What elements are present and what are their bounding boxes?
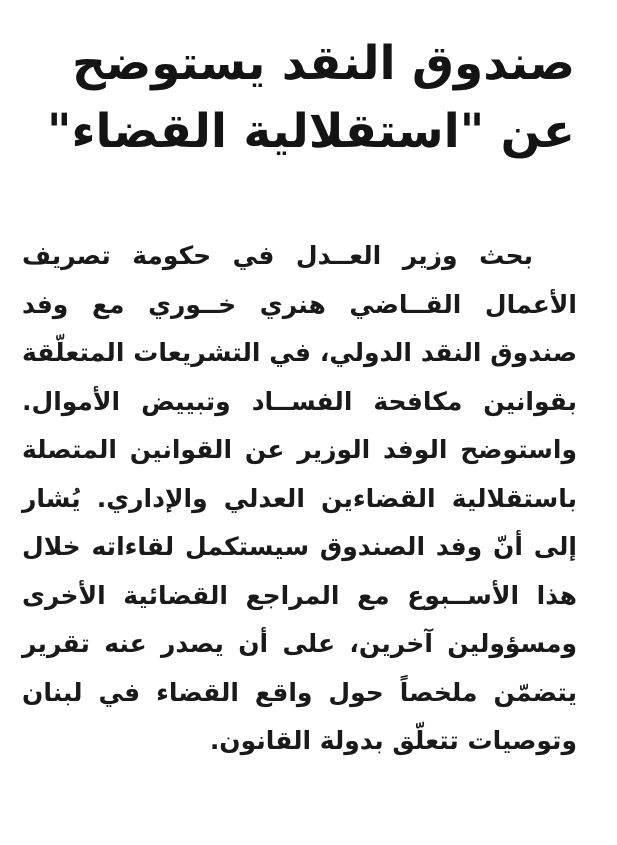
article-body xyxy=(22,232,577,766)
body-line-3: صندوق النقد الدولي، في التشريعات المتعلّقة xyxy=(22,338,577,367)
headline-line-1: صندوق النقد يستوضح xyxy=(71,36,575,91)
body-line-11: وتوصيات تتعلّق بدولة القانون. xyxy=(209,726,577,755)
headline-line-2: عن "استقلالية القضاء" xyxy=(46,104,575,159)
body-line-5: واستوضح الوفد الوزير عن القوانين المتصلة xyxy=(22,435,577,464)
body-line-6: باستقلالية القضاءين العدلي والإداري. يُشار xyxy=(22,483,577,513)
article-headline xyxy=(20,30,575,166)
body-line-8: هذا الأســبوع مع المراجع القضائية الأخرى xyxy=(22,580,577,610)
body-line-9: ومسؤولين آخرين، على أن يصدر عنه تقرير xyxy=(22,629,577,658)
body-line-7: إلى أنّ وفد الصندوق سيستكمل لقاءاته خلال xyxy=(22,532,577,561)
body-line-10: يتضمّن ملخصاً حول واقع القضاء في لبنان xyxy=(22,677,577,707)
body-line-2: الأعمال القــاضي هنري خــوري مع وفد xyxy=(22,289,577,319)
body-line-4: بقوانين مكافحة الفســاد وتبييض الأموال. xyxy=(22,386,577,416)
body-line-1: بحث وزير العــدل في حكومة تصريف xyxy=(22,241,533,270)
